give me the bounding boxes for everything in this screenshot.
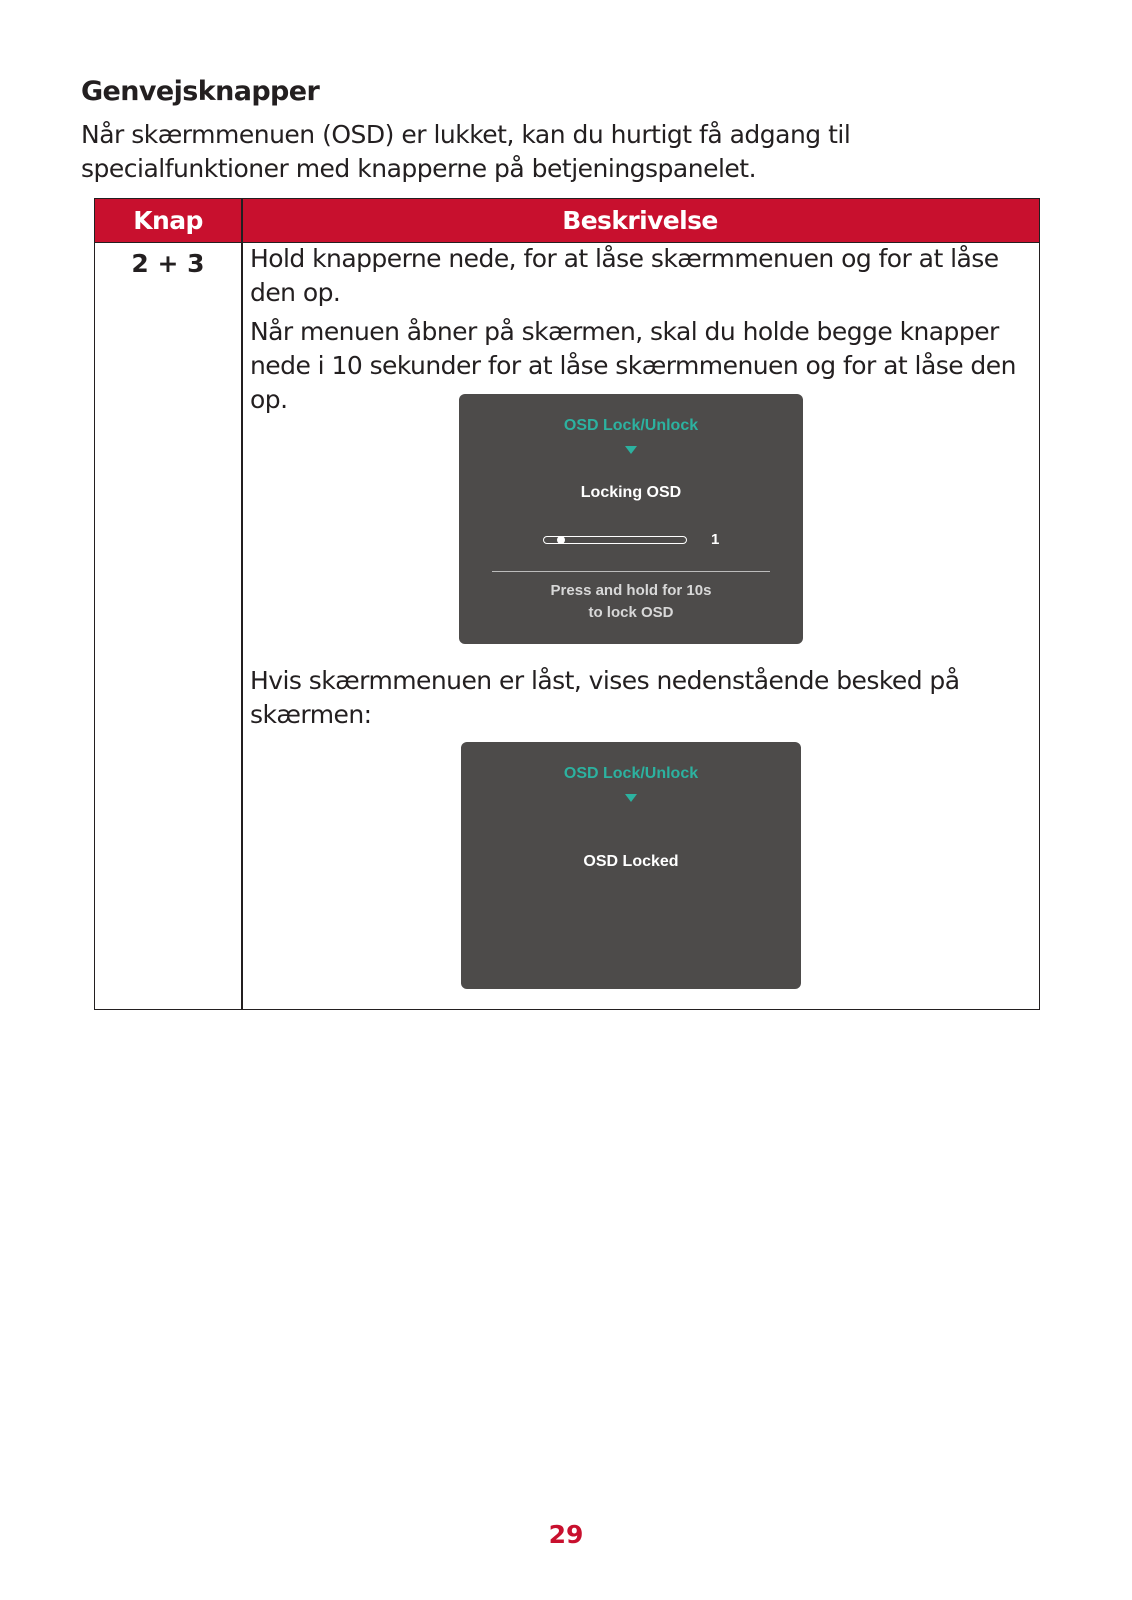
osd-message: Locking OSD xyxy=(580,484,682,501)
intro-paragraph: Når skærmmenuen (OSD) er lukket, kan du hurtigt få adgang til specialfunktioner med knapperne på betjeningspanelet. xyxy=(81,120,851,183)
slider-value: 1 xyxy=(711,531,720,548)
osd-hint-line-1: Press and hold for 10s xyxy=(550,582,712,599)
osd-hint xyxy=(459,580,803,624)
column-header-beskrivelse: Beskrivelse xyxy=(562,206,718,235)
description-paragraph-2: Når menuen åbner på skærmen, skal du holde begge knapper nede i 10 sekunder for at låse skærmmenuen og for at låse den op. xyxy=(250,317,1016,414)
column-divider xyxy=(241,199,243,1009)
description-paragraph-1: Hold knapperne nede, for at låse skærmmenuen og for at låse den op. xyxy=(250,244,999,307)
down-arrow-icon xyxy=(625,446,637,454)
osd-locked-screenshot xyxy=(461,742,801,989)
down-arrow-icon xyxy=(625,794,637,802)
osd-title: OSD Lock/Unlock xyxy=(563,765,699,782)
osd-divider xyxy=(492,571,770,572)
osd-locking-screenshot xyxy=(459,394,803,644)
shortcut-table xyxy=(94,198,1040,1010)
osd-message: OSD Locked xyxy=(583,853,679,870)
section-heading: Genvejsknapper xyxy=(81,76,320,107)
description-paragraph-3: Hvis skærmmenuen er låst, vises nedenstående besked på skærmen: xyxy=(250,666,960,729)
page-number: 29 xyxy=(548,1520,584,1549)
column-header-knap: Knap xyxy=(133,206,203,235)
osd-title: OSD Lock/Unlock xyxy=(563,417,699,434)
osd-hint-line-2: to lock OSD xyxy=(588,604,674,621)
key-combination: 2 + 3 xyxy=(131,249,205,278)
table-header xyxy=(95,199,1039,243)
